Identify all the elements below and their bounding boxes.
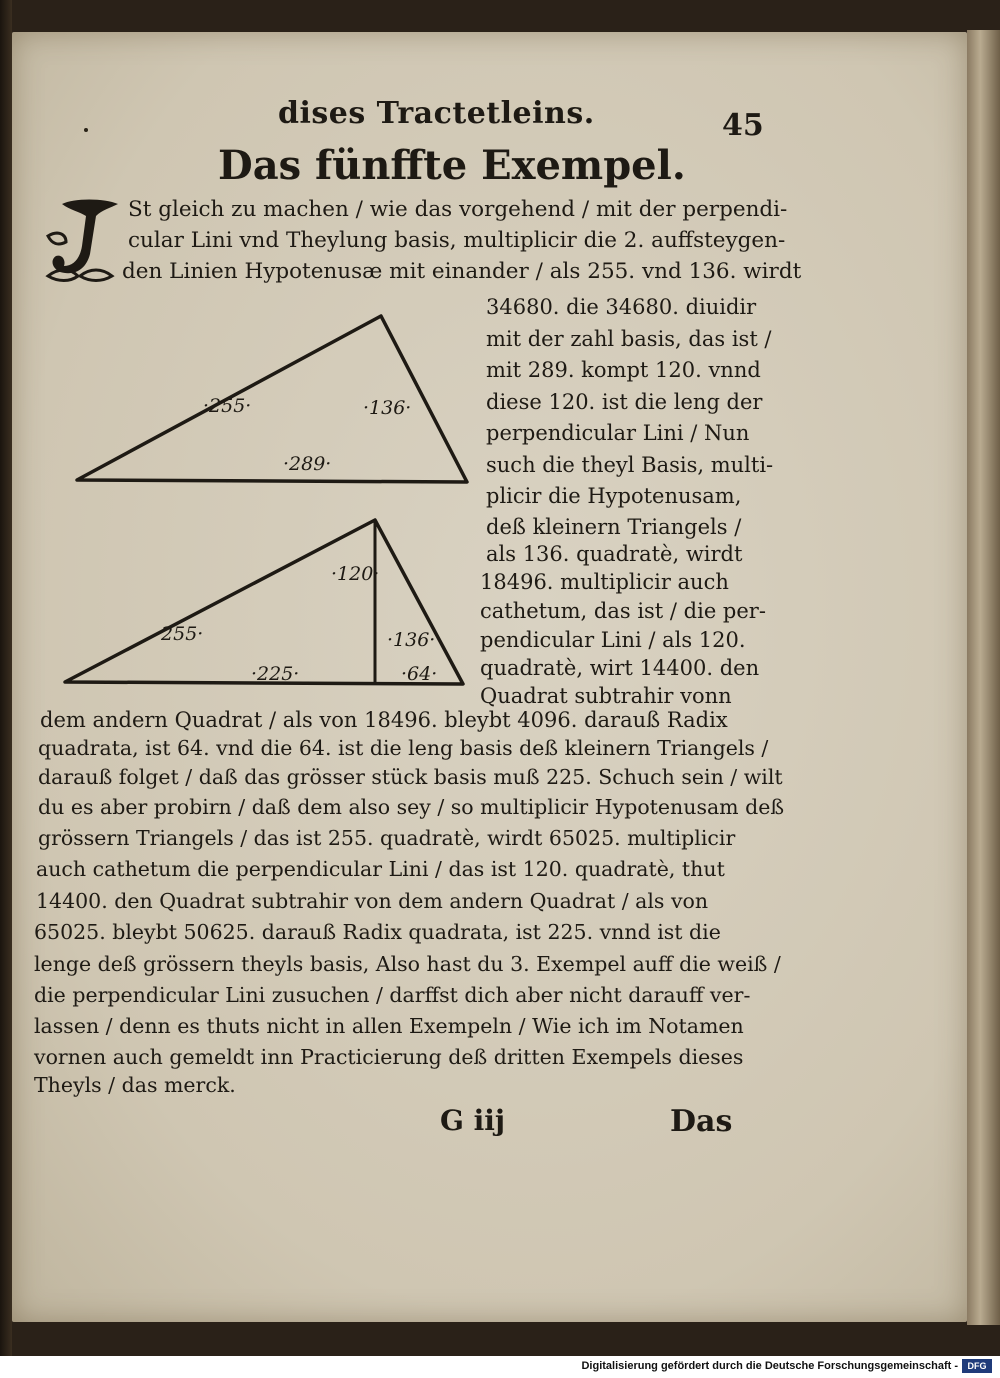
text-line: als 136. quadratè, wirdt — [486, 542, 743, 566]
page-number: 45 — [722, 108, 764, 143]
text-line: such die theyl Basis, multi- — [486, 453, 774, 477]
text-line: cathetum, das ist / die per- — [480, 599, 766, 623]
fig1-label-hypotenuse-right: ·136· — [363, 397, 412, 419]
text-line: St gleich zu machen / wie das vorgehend / mit der perpendi- — [128, 197, 788, 222]
text-line: darauß folget / daß das grösser stück basis muß 225. Schuch sein / wilt — [38, 765, 783, 789]
text-line: auch cathetum die perpendicular Lini / das ist 120. quadratè, thut — [36, 857, 725, 881]
text-line: 65025. bleybt 50625. darauß Radix quadrata, ist 225. vnnd ist die — [34, 920, 721, 944]
text-line: mit der zahl basis, das ist / — [486, 327, 772, 351]
text-line: vornen auch gemeldt inn Practicierung deß dritten Exempels dieses — [34, 1045, 744, 1069]
text-line: dem andern Quadrat / als von 18496. bleybt 4096. darauß Radix — [40, 708, 728, 732]
text-line: deß kleinern Triangels / — [486, 515, 742, 539]
text-line: cular Lini vnd Theylung basis, multiplicir die 2. auffsteygen- — [128, 228, 786, 253]
text-line: 14400. den Quadrat subtrahir von dem andern Quadrat / als von — [36, 889, 709, 913]
decorated-initial — [44, 196, 124, 282]
triangle-diagrams — [55, 300, 475, 700]
text-line: lassen / denn es thuts nicht in allen Exempeln / Wie ich im Notamen — [34, 1014, 744, 1038]
fig1-label-base: ·289· — [283, 453, 332, 475]
text-line: quadrata, ist 64. vnd die 64. ist die leng basis deß kleinern Triangels / — [38, 736, 769, 760]
text-line: 18496. multiplicir auch — [480, 570, 729, 594]
text-line: plicir die Hypotenusam, — [486, 484, 742, 508]
text-line: Quadrat subtrahir vonn — [480, 684, 732, 708]
fig2-label-base-large: ·225· — [251, 663, 300, 685]
fig2-label-hypotenuse-left: ·255· — [155, 623, 204, 645]
running-head: dises Tractetleins. — [278, 96, 595, 131]
fig2-label-perpendicular: ·120· — [331, 563, 380, 585]
fig1-label-hypotenuse-left: ·255· — [203, 395, 252, 417]
figure-triangle-1 — [77, 316, 467, 482]
text-line: Theyls / das merck. — [34, 1073, 236, 1097]
text-line: du es aber probirn / daß dem also sey / so multiplicir Hypotenusam deß — [38, 795, 785, 819]
text-line: lenge deß grössern theyls basis, Also hast du 3. Exempel auff die weiß / — [34, 952, 781, 976]
ink-speck — [84, 128, 88, 132]
text-line: quadratè, wirt 14400. den — [480, 656, 760, 680]
triangle-2-outline — [65, 520, 463, 684]
catchword: Das — [670, 1104, 733, 1139]
signature-mark: G iij — [440, 1104, 506, 1137]
text-line: diese 120. ist die leng der — [486, 390, 763, 414]
fig2-label-hypotenuse-right: ·136· — [387, 629, 436, 651]
text-line: grössern Triangels / das ist 255. quadratè, wirdt 65025. multiplicir — [38, 826, 736, 850]
book-binding — [0, 0, 12, 1356]
page-edge — [967, 30, 1000, 1325]
text-line: die perpendicular Lini zusuchen / darffst dich aber nicht darauff ver- — [34, 983, 751, 1007]
text-line: 34680. die 34680. diuidir — [486, 295, 757, 319]
dfg-logo: DFG — [962, 1359, 992, 1373]
text-line: den Linien Hypotenusæ mit einander / als 255. vnd 136. wirdt — [122, 259, 802, 284]
fig2-label-base-small: ·64· — [401, 663, 438, 685]
text-line: mit 289. kompt 120. vnnd — [486, 358, 761, 382]
text-line: perpendicular Lini / Nun — [486, 421, 750, 445]
section-title: Das fünffte Exempel. — [218, 142, 686, 189]
digitization-footer — [0, 1356, 1000, 1378]
figure-triangle-2 — [65, 520, 463, 685]
text-line: pendicular Lini / als 120. — [480, 628, 746, 652]
funding-credit: Digitalisierung gefördert durch die Deutsche Forschungsgemeinschaft - — [581, 1360, 958, 1372]
